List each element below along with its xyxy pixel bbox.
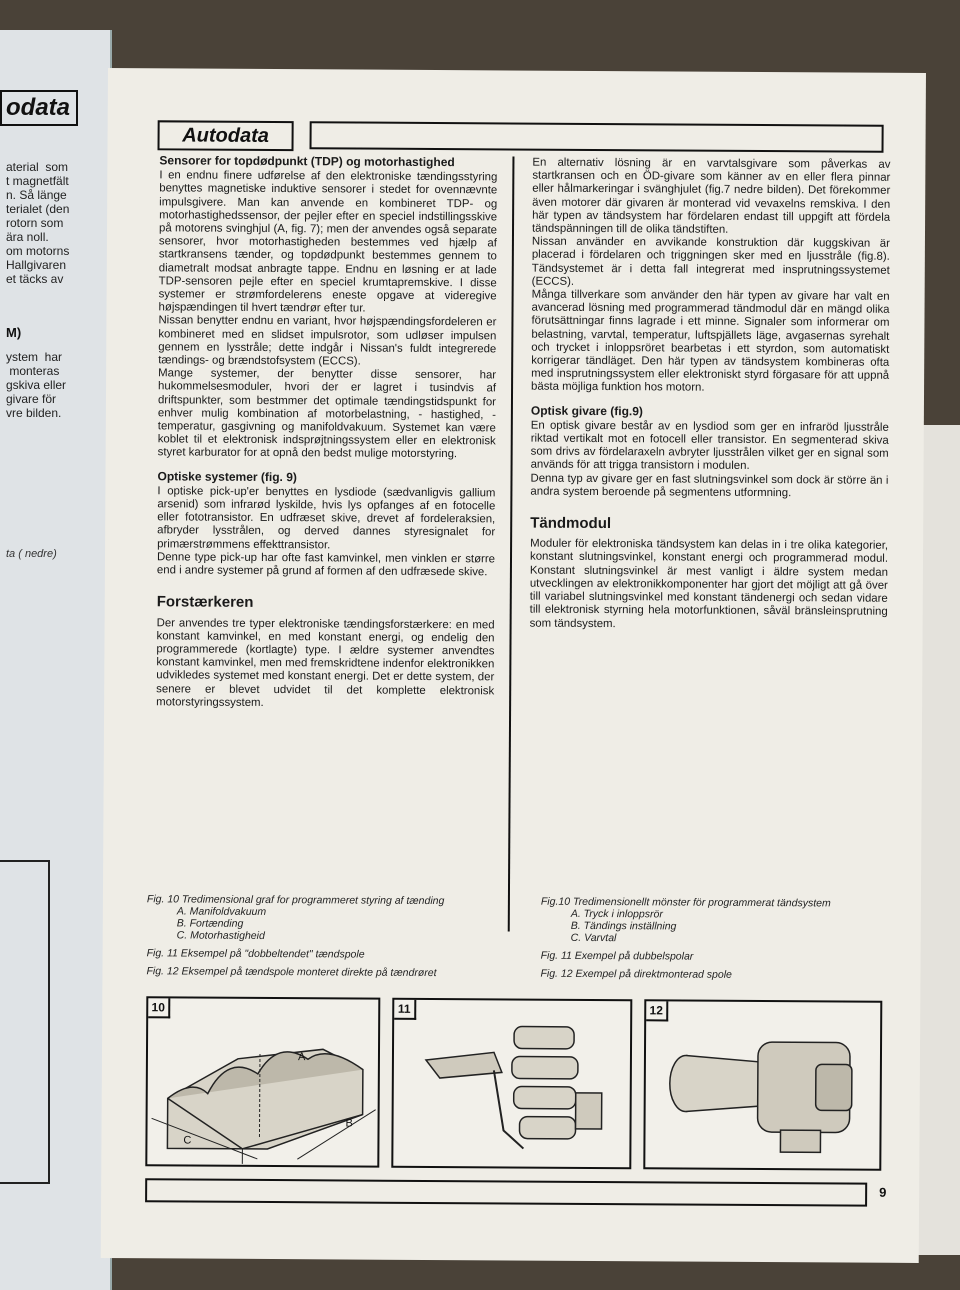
caption-fig10-b: B. Fortænding [147, 917, 507, 931]
paragraph: En optisk givare består av en lysdiod som ger en infraröd ljusstråle riktad vertikalt mot en fotocell eller transistor. En segmenterad skiva som drivs av fördelaraxeln avbryter ljusstrålen vilket ger en signal som används för att trigga transistorn i modulen. [531, 419, 889, 474]
figure-number: 10 [148, 998, 170, 1018]
left-page-heading: M) [6, 325, 21, 340]
autodata-logo: Autodata [157, 120, 293, 151]
page-number: 9 [879, 1185, 886, 1200]
left-column [156, 154, 497, 711]
heading-optiske: Optiske systemer (fig. 9) [157, 470, 495, 485]
paragraph: Moduler för elektroniska tändsystem kan delas in i tre olika kategorier, konstant slutningsvinkel, konstant energi och programmerad modul. Konstant slutningsvinkel är mest vanligt i äldre system medan utvecklingen av elektronikkomponenter har gjort det möjligt att gå över till variabel slutningsvinkel med konstant tändenergi och sedan vidare till elektronisk styrning hela motorfunktionen, såväl bränsleinsprutning som tändsystem. [530, 538, 889, 633]
paragraph: En alternativ lösning är en varvtalsgivare som påverkas av startkransen och en ÖD-givare som känner av en eller flera pinnar eller hålmarkeringar i svänghjulet (fig.7 nedre bilden). Det förekommer även motorer där givaren är monterad vid vevaxelns remskiva. I den här typen av tändsystem har fördelaren endast till uppgift att fördela tändspänningen till de olika tändstiften. [532, 157, 890, 238]
paragraph: Många tillverkare som använder den här typen av givare har valt en avancerad lösning med programmerad tändmodul där en mängd olika förutsättningar finns lagrade i ett minne. Signaler som informerar om belastning, varvtal, temperatur, luftspjällets läge, avgasernas syrehalt och trycket i inloppsröret bearbetas i ett styrdon, som automatiskt korrigerar tändläget. Den här typen av tändsystem kombineras ofta med insprutningssystem eller elektroniskt styrd förgasare för att uppnå bästa möjliga funktion hos motorn. [531, 289, 890, 397]
caption-fig12: Fig. 12 Eksempel på tændspole monteret direkte på tændrøret [146, 965, 506, 979]
heading-tandmodul: Tändmodul [530, 517, 888, 532]
double-ended-coil-illustration [393, 1000, 630, 1167]
figure-number: 12 [646, 1001, 668, 1021]
left-page-text-2: ystem har monteras gskiva eller givare för vre bilden. [6, 350, 66, 420]
left-page-logo: odata [0, 90, 78, 126]
caption-fig10: Fig.10 Tredimensionellt mönster för programmerat tändsystem [541, 896, 901, 910]
label-c: C [183, 1134, 191, 1146]
caption-fig10: Fig. 10 Tredimensional graf for programmeret styring af tænding [147, 893, 507, 907]
left-page [0, 30, 112, 1290]
figure-11 [391, 998, 632, 1169]
heading-optisk-givare: Optisk givare (fig.9) [531, 404, 889, 419]
next-page-edge [918, 425, 960, 1255]
caption-fig12: Fig. 12 Exempel på direktmonterad spole [540, 968, 900, 982]
figure-number: 11 [394, 1000, 416, 1020]
left-page-figure-box [0, 860, 50, 1184]
captions-danish [146, 893, 507, 979]
caption-fig11: Fig. 11 Exempel på dubbelspolar [541, 950, 901, 964]
3d-surface-graph-illustration [147, 998, 378, 1165]
paragraph: I optiske pick-up'er benyttes en lysdiode (sædvanligvis gallium arsenid) som infrarød lyskilde, hvis lys opfanges af en fotocelle eller fototransistor. En udfræset skive, drevet af fordeleraksien, afbryder lysstrålen, og derved dannes styresignalet for primærstrømmens effekttransistor. [157, 485, 495, 553]
paragraph: I en endnu finere udførelse af den elektroniske tændingsstyring benyttes magnetiske induktive sensorer i stedet for ovennævnte impulsgivere. Man kan anvende en kombineret TDP- og motorhastighedssensor, der pejler efter en speciel indstillingsskive på motorens svinghjul (A, fig. 7); men der anvendes også separate sensorer, hvor motorhastigheden bestemmes ved hjælp af startkransens tænder, og topdødpunkt bestemmes gennem to diametralt modsat anbragte tappe. Endnu en løsning er at lade TDP-sensoren pejle efter en speciel krumtapremskive. I disse systemer er strømfordelerens eneste opgave at videregive højspændingen til hvert tændrør efter tur. [158, 170, 497, 317]
paragraph: Denne type pick-up har ofte fast kamvinkel, men vinklen er større end i andre systemer på grund af formen af den udfræsede skive. [157, 551, 495, 579]
figure-12 [643, 999, 882, 1170]
figure-10 [145, 996, 380, 1167]
right-column [530, 157, 891, 633]
heading-forstaerkeren: Forstærkeren [157, 596, 495, 611]
paragraph: Nissan benytter endnu en variant, hvor højspændingsfordeleren er kombineret med en slidset impulsrotor, som udløser impulsen gennem en lysstråle; dette indgår i Nissan's fuldt integrerede tændings- og brændstofsystem (ECCS). [158, 315, 496, 370]
paragraph: Denna typ av givare ger en fast slutningsvinkel som dock är större än i andra system beroende på segmentens utformning. [530, 472, 888, 501]
caption-fig10-a: A. Tryck i inloppsrör [541, 908, 901, 922]
left-page-text: aterial som t magnetfält n. Så länge terialet (den rotorn som ära noll. om motorns Hallgivaren et täcks av [6, 160, 69, 286]
caption-fig10-c: C. Varvtal [541, 932, 901, 946]
header-box [310, 121, 884, 153]
caption-fig10-b: B. Tändings inställning [541, 920, 901, 934]
caption-fig11: Fig. 11 Eksempel på "dobbeltendet" tændspole [147, 947, 507, 961]
heading-tdp: Sensorer for topdødpunkt (TDP) og motorhastighed [159, 154, 497, 169]
footer-box [145, 1178, 867, 1206]
paragraph: Der anvendes tre typer elektroniske tændingsforstærkere: en med konstant kamvinkel, en med konstant energi, og endelig den programmerede (kortlagte) type. I ældre systemer anvendtes konstant kamvinkel, men med fremskridtene indenfor elektronikken udvikledes systemet med konstant energi. Det er dette system, der senere er blevet udvidet til det komplette elektronisk motorstyringssystem. [156, 617, 495, 711]
paragraph: Mange systemer, der benytter disse sensorer, har hukommelsesmoduler, hvori der er lagret i tusindvis af driftspunkter, som bestmmer det optimale tændingstidspunkt for enhver mulig kombination af motorbelastning, - hastighed, - temperatur, gasgivning og manifoldvakuum. Systemet kan være koblet til et elektronisk indsprøjtningssystem eller en elektronisk styret karburator for at opnå den bedst mulige motorstyring. [158, 368, 497, 462]
column-divider [508, 156, 515, 931]
label-a: A [298, 1051, 305, 1063]
captions-swedish [540, 896, 901, 982]
page-sheet [101, 68, 926, 1263]
label-b: B [346, 1117, 353, 1129]
direct-mounted-coil-illustration [645, 1001, 880, 1168]
left-page-caption: ta ( nedre) [6, 548, 57, 560]
caption-fig10-c: C. Motorhastigheid [147, 929, 507, 943]
paragraph: Nissan använder en avvikande konstruktion där kuggskivan är placerad i fördelaren och triggningen sker med en ljusstråle (fig.8). Tändsystemet är i detta fall integrerat med insprutningssystemet (ECCS). [532, 236, 890, 291]
caption-fig10-a: A. Manifoldvakuum [147, 905, 507, 919]
